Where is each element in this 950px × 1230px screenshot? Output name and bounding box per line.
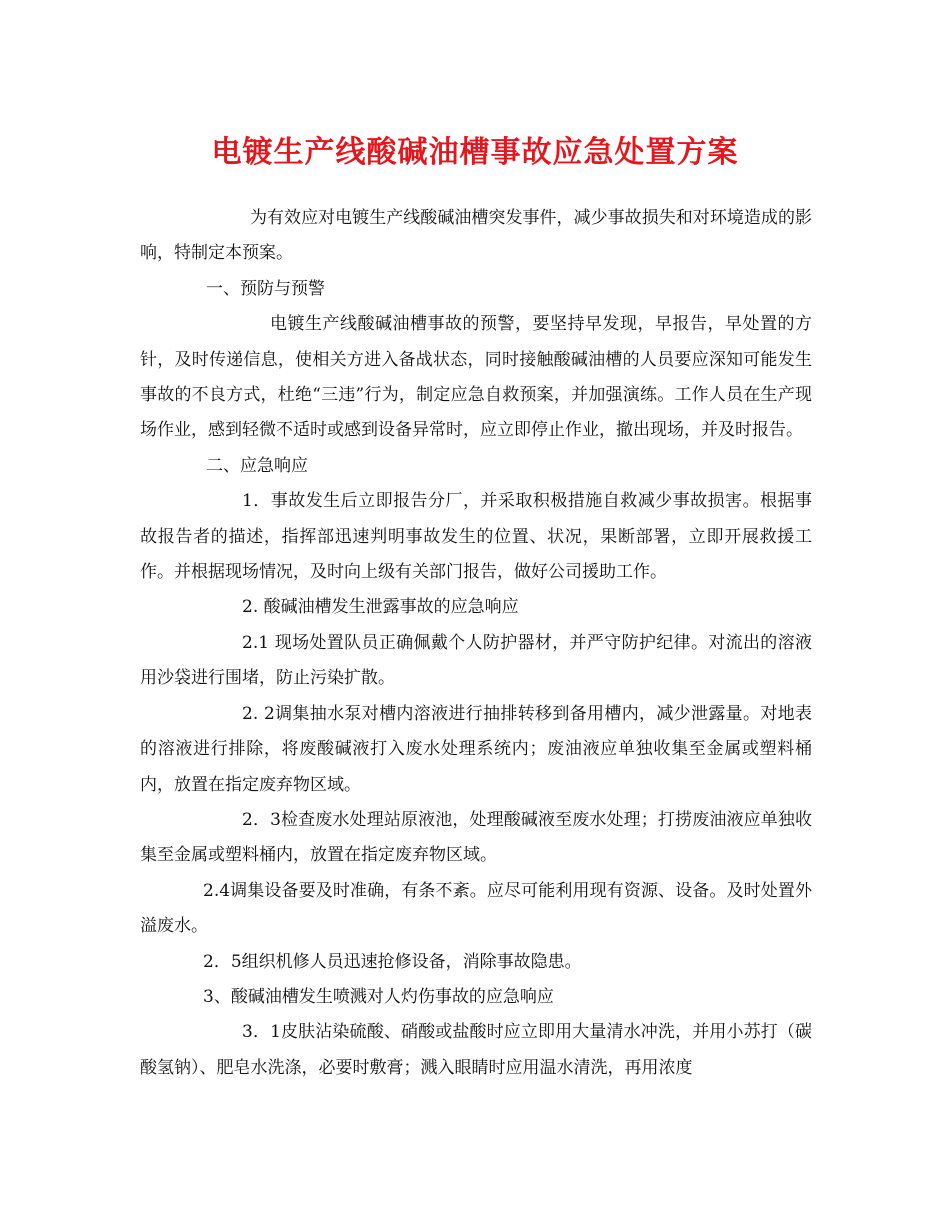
paragraph: 3、酸碱油槽发生喷溅对人灼伤事故的应急响应 xyxy=(203,986,554,1007)
document-title: 电镀生产线酸碱油槽事故应急处置方案 xyxy=(211,135,739,170)
paragraph: 2. 2调集抽水泵对槽内溶液进行抽排转移到备用槽内，减少泄露量。对地表的溶液进行排除，将废酸碱液打入废水处理系统内；废油液应单独收集至金属或塑料桶内，放置在指定废弃物区域。 xyxy=(140,703,812,795)
paragraph: 二、应急响应 xyxy=(206,455,308,476)
paragraph: 一、预防与预警 xyxy=(206,278,325,299)
paragraph: 为有效应对电镀生产线酸碱油槽突发事件，减少事故损失和对环境造成的影响，特制定本预案。 xyxy=(140,208,812,264)
paragraph: 2．5组织机修人员迅速抢修设备，消除事故隐患。 xyxy=(203,951,582,972)
paragraph: 2.1 现场处置队员正确佩戴个人防护器材，并严守防护纪律。对流出的溶液用沙袋进行围堵，防止污染扩散。 xyxy=(140,632,812,689)
paragraph: 2．3检查废水处理站原液池，处理酸碱液至废水处理；打捞废油液应单独收集至金属或塑料桶内，放置在指定废弃物区域。 xyxy=(140,809,812,866)
paragraph: 3．1皮肤沾染硫酸、硝酸或盐酸时应立即用大量清水冲洗，并用小苏打（碳酸氢钠）、肥皂水洗涤，必要时敷膏；溅入眼睛时应用温水清洗，再用浓度 xyxy=(140,1022,812,1078)
paragraph: 2.4调集设备要及时准确，有条不紊。应尽可能利用现有资源、设备。及时处置外溢废水。 xyxy=(140,880,812,937)
paragraph: 2. 酸碱油槽发生泄露事故的应急响应 xyxy=(242,597,519,618)
paragraph: 1．事故发生后立即报告分厂，并采取积极措施自救减少事故损害。根据事故报告者的描述，指挥部迅速判明事故发生的位置、状况，果断部署，立即开展救援工作。并根据现场情况，及时向上级有关部门报告，做好公司援助工作。 xyxy=(140,491,812,583)
paragraph: 电镀生产线酸碱油槽事故的预警，要坚持早发现，早报告，早处置的方针，及时传递信息，使相关方进入备战状态，同时接触酸碱油槽的人员要应深知可能发生事故的不良方式，杜绝“三违”行为，制定应急自救预案，并加强演练。工作人员在生产现场作业，感到轻微不适时或感到设备异常时，应立即停止作业，撤出现场，并及时报告。 xyxy=(140,314,812,441)
document-body xyxy=(140,201,812,1086)
